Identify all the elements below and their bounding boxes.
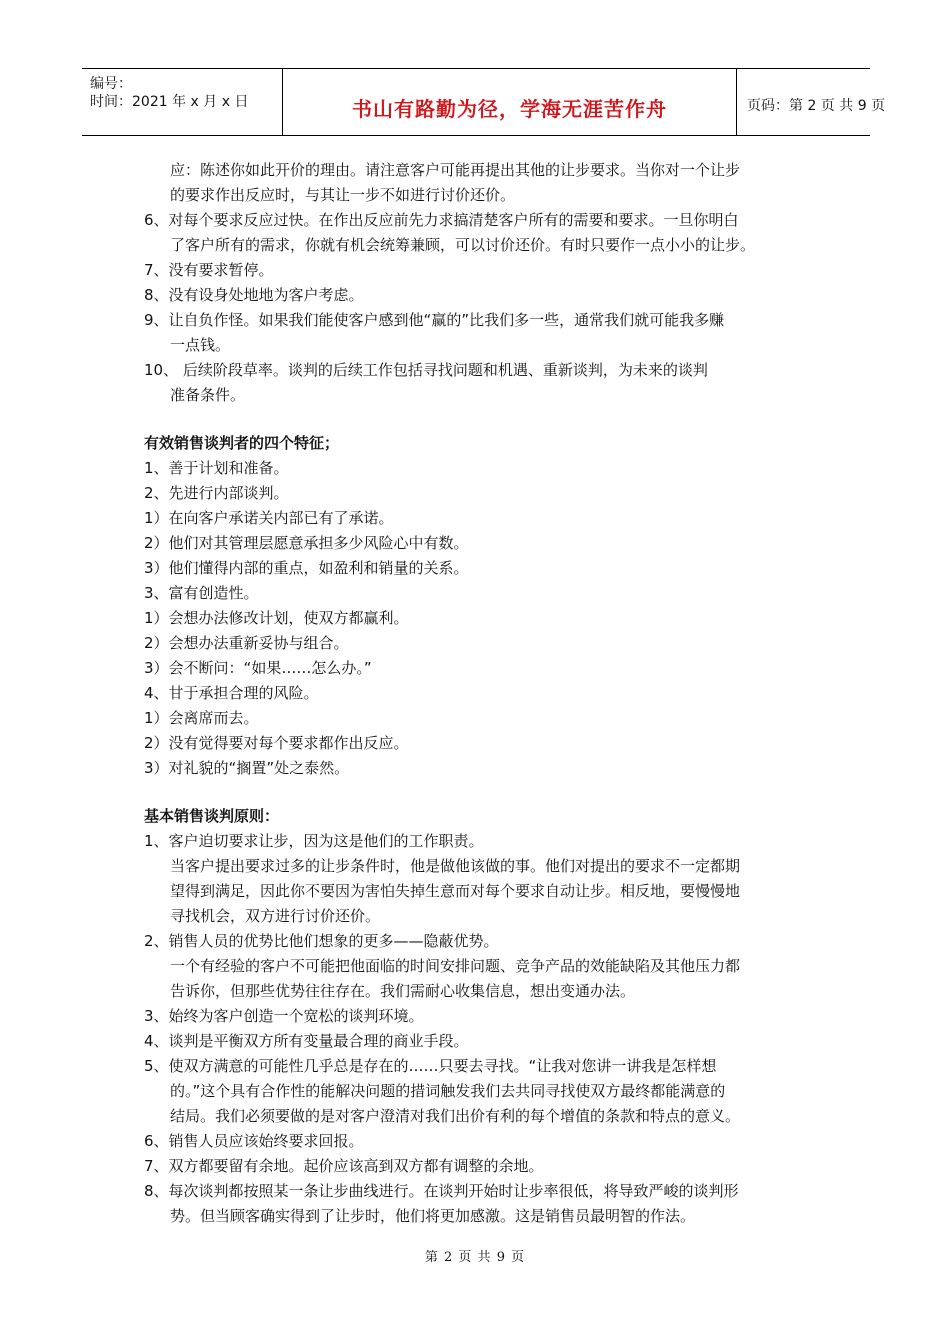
list-item-continuation: 的要求作出反应时，与其让一步不如进行讨价还价。 [170,186,516,204]
list-item: 1）会想办法修改计划，使双方都赢利。 [144,609,409,627]
doc-number-label: 编号： [90,76,132,92]
header-motto: 书山有路勤为径，学海无涯苦作舟 [352,97,667,121]
header-page-cell [737,69,886,135]
list-item: 3、富有创造性。 [144,584,259,602]
paragraph-gap [144,781,814,804]
list-item: 4、甘于承担合理的风险。 [144,684,319,702]
doc-time-label: 时间：2021 年 x 月 x 日 [90,94,249,110]
list-item-continuation: 当客户提出要求过多的让步条件时，他是做他该做的事。他们对提出的要求不一定都期 [170,857,741,875]
list-item: 6、对每个要求反应过快。在作出反应前先力求搞清楚客户所有的需要和要求。一旦你明白 [144,211,739,229]
list-item: 7、没有要求暂停。 [144,261,274,279]
list-item-continuation: 望得到满足，因此你不要因为害怕失掉生意而对每个要求自动让步。相反地，要慢慢地 [170,882,741,900]
list-item: 1）会离席而去。 [144,709,259,727]
list-item: 2）他们对其管理层愿意承担多少风险心中有数。 [144,534,469,552]
page-footer: 第 2 页 共 9 页 [424,1250,526,1265]
list-item: 5、使双方满意的可能性几乎总是存在的……只要去寻找。“让我对您讲一讲我是怎样想 [144,1057,717,1075]
list-item: 8、没有设身处地地为客户考虑。 [144,286,364,304]
list-item: 3、始终为客户创造一个宽松的谈判环境。 [144,1007,424,1025]
list-item-continuation: 势。但当顾客确实得到了让步时，他们将更加感激。这是销售员最明智的作法。 [170,1207,696,1225]
list-item: 2）没有觉得要对每个要求都作出反应。 [144,734,409,752]
list-item-continuation: 寻找机会，双方进行讨价还价。 [170,907,381,925]
page-header [82,68,886,136]
list-item: 3）他们懂得内部的重点，如盈利和销量的关系。 [144,559,469,577]
list-item-continuation: 了客户所有的需求，你就有机会统筹兼顾，可以讨价还价。有时只要作一点小小的让步。 [170,236,756,254]
list-item: 8、每次谈判都按照某一条让步曲线进行。在谈判开始时让步率很低，将导致严峻的谈判形 [144,1182,739,1200]
list-item-continuation: 一个有经验的客户不可能把他面临的时间安排问题、竞争产品的效能缺陷及其他压力都 [170,957,741,975]
list-item: 4、谈判是平衡双方所有变量最合理的商业手段。 [144,1032,469,1050]
list-item-continuation: 一点钱。 [170,336,231,354]
list-item: 6、销售人员应该始终要求回报。 [144,1132,364,1150]
list-item-continuation: 告诉你，但那些优势往往存在。我们需耐心收集信息，想出变通办法。 [170,982,636,1000]
list-item: 3）对礼貌的“搁置”处之泰然。 [144,759,350,777]
list-item: 1、善于计划和准备。 [144,459,289,477]
list-item-continuation: 应：陈述你如此开价的理由。请注意客户可能再提出其他的让步要求。当你对一个让步 [170,161,741,179]
list-item: 1、客户迫切要求让步，因为这是他们的工作职责。 [144,832,484,850]
list-item: 1）在向客户承诺关内部已有了承诺。 [144,509,394,527]
list-item: 2、销售人员的优势比他们想象的更多——隐蔽优势。 [144,932,499,950]
list-item: 9、让自负作怪。如果我们能使客户感到他“赢的”比我们多一些，通常我们就可能我多赚 [144,311,725,329]
paragraph-gap [144,408,814,431]
section-heading: 基本销售谈判原则： [144,807,280,825]
list-item: 3）会不断问：“如果……怎么办。” [144,659,372,677]
list-item-continuation: 的。”这个具有合作性的能解决问题的措词触发我们去共同寻找使双方最终都能满意的 [170,1082,726,1100]
list-item: 2、先进行内部谈判。 [144,484,289,502]
list-item: 10、 后续阶段草率。谈判的后续工作包括寻找问题和机遇、重新谈判，为未来的谈判 [144,361,708,379]
header-page-number: 页码：第 2 页 共 9 页 [747,98,886,114]
list-item-continuation: 准备条件。 [170,386,246,404]
list-item: 7、双方都要留有余地。起价应该高到双方都有调整的余地。 [144,1157,544,1175]
header-meta-cell [82,69,282,135]
header-motto-cell [282,69,737,135]
list-item: 2）会想办法重新妥协与组合。 [144,634,349,652]
section-heading: 有效销售谈判者的四个特征； [144,434,340,452]
document-body [144,158,814,1229]
list-item-continuation: 结局。我们必须要做的是对客户澄清对我们出价有利的每个增值的条款和特点的意义。 [170,1107,741,1125]
